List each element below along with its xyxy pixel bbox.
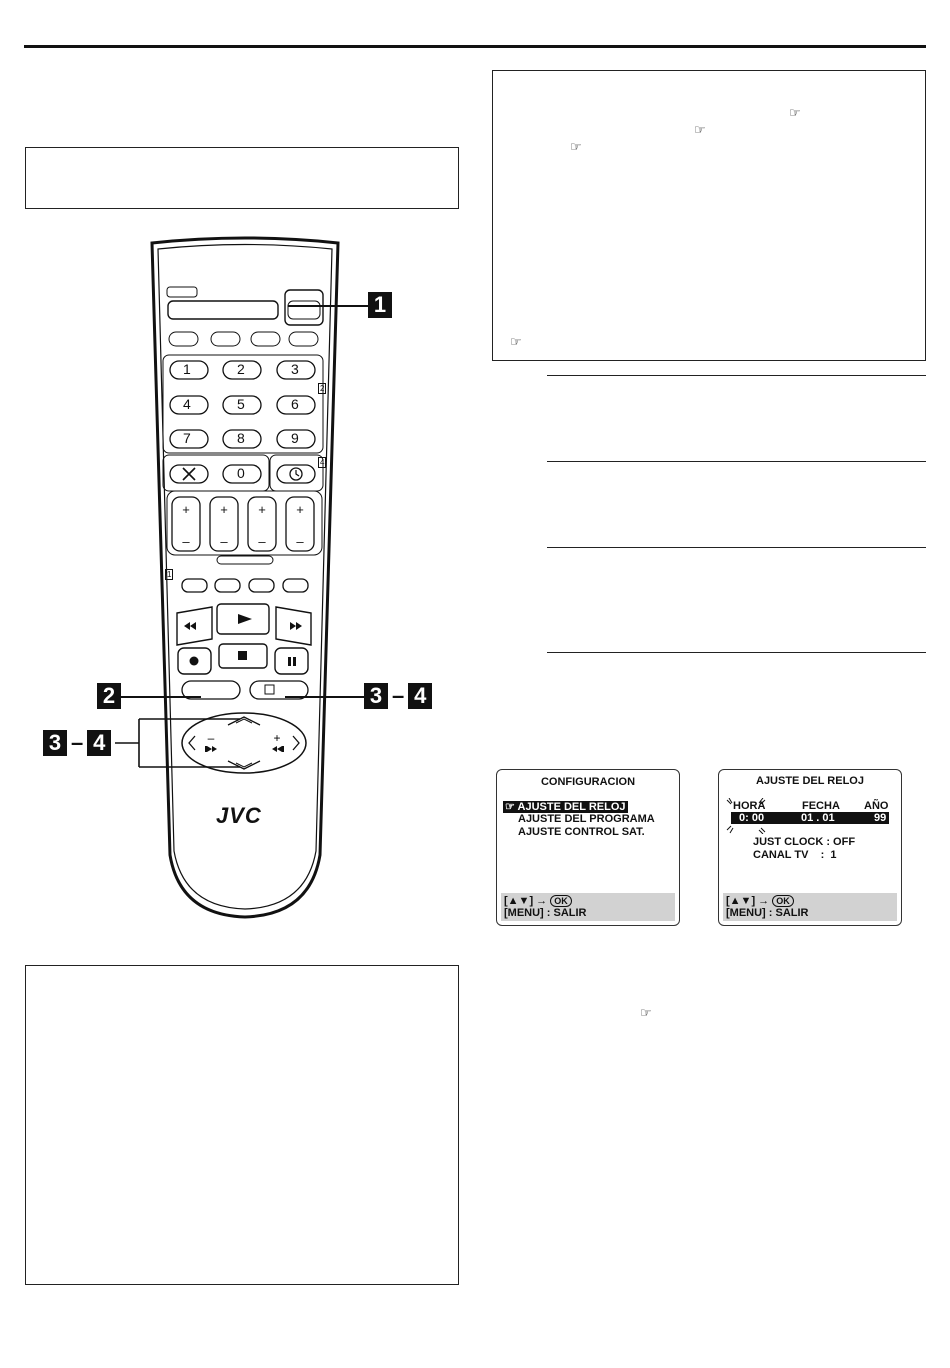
- svg-text:–: –: [220, 534, 228, 549]
- osd-value-hora[interactable]: 0: 00: [739, 812, 765, 824]
- osd-canal-tv[interactable]: CANAL TV : 1: [753, 849, 837, 861]
- osd-col-anio: AÑO: [864, 800, 889, 812]
- keypad-7[interactable]: 7: [183, 430, 191, 446]
- section-divider: [547, 375, 926, 376]
- svg-text:–: –: [182, 534, 190, 549]
- step-marker-2: 2: [97, 683, 121, 709]
- section-divider: [547, 547, 926, 548]
- osd-nav-hint: [▲▼] →: [726, 895, 770, 907]
- pointing-hand-icon: ☞: [694, 123, 706, 138]
- osd-exit-hint: [MENU] : SALIR: [726, 907, 809, 919]
- label-1: 1: [167, 570, 172, 579]
- step-marker-4: 4: [408, 683, 432, 709]
- leader-line: [121, 696, 201, 698]
- osd-menu-item[interactable]: AJUSTE CONTROL SAT.: [518, 826, 645, 838]
- pointing-hand-icon: ☞: [640, 1006, 652, 1021]
- keypad-0[interactable]: 0: [237, 465, 245, 481]
- svg-text:+: +: [182, 502, 190, 517]
- osd-screen-configuracion: [496, 769, 680, 926]
- step-marker-1: 1: [368, 292, 392, 318]
- svg-text:–: –: [296, 534, 304, 549]
- osd-footer: [723, 893, 897, 921]
- osd-nav-hint: [▲▼] →: [504, 895, 548, 907]
- svg-text:–: –: [258, 534, 266, 549]
- keypad-3[interactable]: 3: [291, 361, 299, 377]
- osd-just-clock[interactable]: JUST CLOCK : OFF: [753, 836, 856, 848]
- info-box-top-left: [25, 147, 459, 209]
- step-dash: –: [71, 730, 84, 755]
- keypad-5[interactable]: 5: [237, 396, 245, 412]
- label-4: 4: [320, 458, 325, 467]
- pointing-hand-icon: ☞: [789, 106, 801, 121]
- blink-indicator: [725, 798, 895, 834]
- info-box-top-right: [492, 70, 926, 361]
- svg-text:+: +: [273, 731, 281, 745]
- step-marker-3: 3: [364, 683, 388, 709]
- remote-labels: [140, 235, 350, 925]
- step-marker-3-4-left: [43, 730, 111, 756]
- osd-footer: [501, 893, 675, 921]
- bracket-lines: [115, 715, 245, 771]
- step-marker-3: 3: [43, 730, 67, 756]
- ok-icon: OK: [772, 895, 794, 907]
- osd-screen-clock: [718, 769, 902, 926]
- keypad-1[interactable]: 1: [183, 361, 191, 377]
- keypad-4[interactable]: 4: [183, 396, 191, 412]
- leader-line: [288, 305, 368, 307]
- osd-menu-item-selected[interactable]: [503, 800, 628, 813]
- svg-text:+: +: [220, 502, 228, 517]
- svg-text:+: +: [296, 502, 304, 517]
- svg-text:+: +: [258, 502, 266, 517]
- osd-menu-item[interactable]: AJUSTE DEL PROGRAMA: [518, 813, 655, 825]
- osd-value-fecha[interactable]: 01 . 01: [801, 812, 835, 824]
- label-2: 2: [320, 384, 325, 393]
- pointing-hand-icon: ☞: [505, 801, 518, 813]
- info-box-bottom-left: [25, 965, 459, 1285]
- ok-icon: OK: [550, 895, 572, 907]
- step-marker-3-4-right: [364, 683, 432, 709]
- osd-title: AJUSTE DEL RELOJ: [756, 775, 864, 787]
- pointing-hand-icon: ☞: [570, 140, 582, 155]
- osd-exit-hint: [MENU] : SALIR: [504, 907, 587, 919]
- section-divider: [547, 461, 926, 462]
- osd-col-fecha: FECHA: [802, 800, 840, 812]
- osd-col-hora: HORA: [733, 800, 766, 812]
- header-rule: [24, 45, 926, 48]
- step-marker-4: 4: [87, 730, 111, 756]
- keypad-8[interactable]: 8: [237, 430, 245, 446]
- keypad-2[interactable]: 2: [237, 361, 245, 377]
- leader-line: [285, 696, 364, 698]
- osd-item-label: AJUSTE DEL RELOJ: [517, 801, 626, 813]
- brand-logo: JVC: [216, 803, 262, 828]
- keypad-6[interactable]: 6: [291, 396, 299, 412]
- pointing-hand-icon: ☞: [510, 335, 522, 350]
- section-divider: [547, 652, 926, 653]
- osd-value-anio[interactable]: 99: [874, 812, 887, 824]
- svg-text:–: –: [207, 731, 215, 745]
- step-dash: –: [392, 683, 405, 708]
- osd-title: CONFIGURACION: [540, 776, 636, 788]
- keypad-9[interactable]: 9: [291, 430, 299, 446]
